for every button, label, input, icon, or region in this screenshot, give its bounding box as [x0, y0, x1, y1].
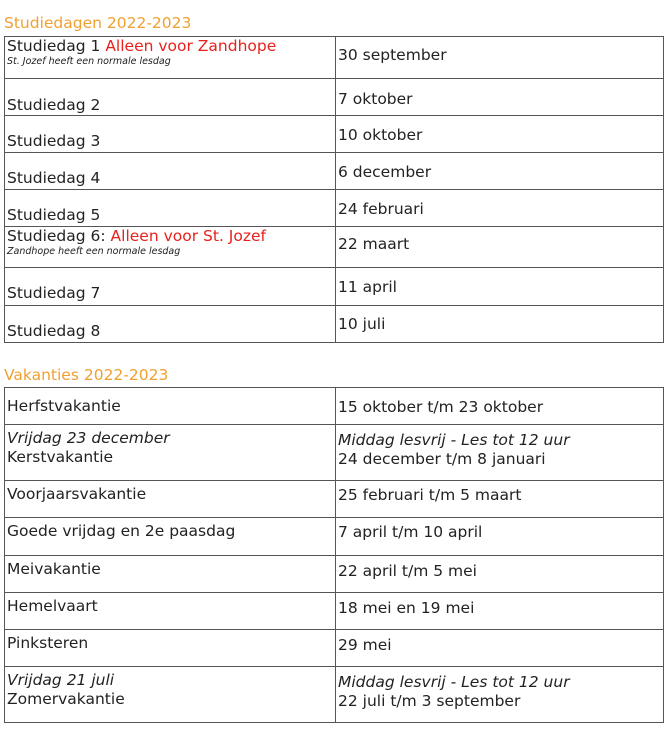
vakantie-italic-label: Vrijdag 21 juli	[7, 671, 115, 689]
vakantie-date: 22 april t/m 5 mei	[338, 562, 477, 580]
vakantie-label: Herfstvakantie	[7, 397, 121, 415]
highlight-text: Alleen voor St. Jozef	[110, 227, 266, 245]
table-row	[5, 153, 664, 190]
vakantie-italic-label: Vrijdag 23 december	[7, 429, 170, 447]
row-label-cell	[5, 388, 336, 425]
row-label-cell	[5, 37, 336, 79]
studiedag-label: Studiedag 8	[7, 322, 101, 340]
table-row	[5, 190, 664, 227]
table-row	[5, 425, 664, 481]
table-row	[5, 268, 664, 306]
vakantie-note-italic: Middag lesvrij	[338, 431, 446, 449]
row-date-cell	[336, 667, 664, 723]
studiedag-date: 22 maart	[338, 235, 410, 253]
studiedag-date: 10 oktober	[338, 126, 423, 144]
vakantie-date: 18 mei en 19 mei	[338, 599, 475, 617]
row-date-cell	[336, 306, 664, 343]
row-date-cell	[336, 116, 664, 153]
table-row	[5, 116, 664, 153]
studiedag-date: 6 december	[338, 163, 432, 181]
vakanties-table	[4, 387, 664, 723]
studiedagen-title: Studiedagen 2022-2023	[4, 14, 192, 32]
row-note: St. Jozef heeft een normale lesdag	[7, 56, 171, 67]
table-row	[5, 630, 664, 667]
table-row	[5, 306, 664, 343]
row-date-cell	[336, 630, 664, 667]
row-label-cell	[5, 667, 336, 723]
table-row	[5, 593, 664, 630]
studiedag-label: Studiedag 5	[7, 206, 101, 224]
table-row	[5, 37, 664, 79]
vakantie-label: Zomervakantie	[7, 690, 125, 708]
vakantie-note-separator: -	[445, 673, 462, 691]
vakantie-label: Voorjaarsvakantie	[7, 485, 147, 503]
row-label-cell	[5, 79, 336, 116]
studiedag-date: 24 februari	[338, 200, 424, 218]
studiedag-date: 10 juli	[338, 315, 386, 333]
studiedag-label: Studiedag 1	[7, 37, 101, 55]
vakantie-label: Hemelvaart	[7, 597, 98, 615]
vakantie-date: 15 oktober t/m 23 oktober	[338, 398, 544, 416]
row-date-cell	[336, 481, 664, 518]
highlight-text: Alleen voor Zandhope	[105, 37, 277, 55]
row-date-cell	[336, 37, 664, 79]
row-label-cell	[5, 556, 336, 593]
vakantie-date: 25 februari t/m 5 maart	[338, 486, 522, 504]
studiedagen-table	[4, 36, 664, 343]
studiedag-date: 30 september	[338, 46, 447, 64]
row-label-cell	[5, 116, 336, 153]
vakantie-label: Pinksteren	[7, 634, 89, 652]
table-row	[5, 518, 664, 556]
studiedag-label: Studiedag 6:	[7, 227, 106, 245]
vakantie-note-italic: Middag lesvrij	[338, 673, 446, 691]
row-date-cell	[336, 425, 664, 481]
vakantie-label: Meivakantie	[7, 560, 101, 578]
row-label-cell	[5, 227, 336, 268]
row-date-cell	[336, 153, 664, 190]
vakantie-date: 29 mei	[338, 636, 392, 654]
studiedag-label: Studiedag 2	[7, 96, 101, 114]
vakantie-label: Goede vrijdag en 2e paasdag	[7, 522, 236, 540]
vakantie-date: 7 april t/m 10 april	[338, 523, 483, 541]
row-date-cell	[336, 268, 664, 306]
row-label-cell	[5, 306, 336, 343]
vakantie-date: 24 december t/m 8 januari	[338, 450, 546, 468]
studiedag-date: 11 april	[338, 278, 397, 296]
row-label-cell	[5, 481, 336, 518]
table-row	[5, 667, 664, 723]
row-label-cell	[5, 153, 336, 190]
row-label-cell	[5, 190, 336, 227]
table-row	[5, 556, 664, 593]
row-label-cell	[5, 518, 336, 556]
row-date-cell	[336, 518, 664, 556]
row-date-cell	[336, 227, 664, 268]
vakantie-note-italic-2: Les tot 12 uur	[461, 431, 570, 449]
vakanties-title: Vakanties 2022-2023	[4, 366, 169, 384]
row-label-cell	[5, 425, 336, 481]
row-label-cell	[5, 268, 336, 306]
studiedag-label: Studiedag 7	[7, 284, 101, 302]
row-date-cell	[336, 388, 664, 425]
table-row	[5, 79, 664, 116]
table-row	[5, 227, 664, 268]
studiedag-label: Studiedag 4	[7, 169, 101, 187]
row-date-cell	[336, 556, 664, 593]
row-label-cell	[5, 630, 336, 667]
row-label-cell	[5, 593, 336, 630]
row-date-cell	[336, 190, 664, 227]
vakantie-date: 22 juli t/m 3 september	[338, 692, 521, 710]
vakantie-note-separator: -	[445, 431, 462, 449]
row-note: Zandhope heeft een normale lesdag	[7, 246, 181, 257]
studiedag-label: Studiedag 3	[7, 132, 101, 150]
studiedag-date: 7 oktober	[338, 90, 413, 108]
table-row	[5, 481, 664, 518]
vakantie-note-italic-2: Les tot 12 uur	[461, 673, 570, 691]
row-date-cell	[336, 593, 664, 630]
row-date-cell	[336, 79, 664, 116]
vakantie-label: Kerstvakantie	[7, 448, 114, 466]
table-row	[5, 388, 664, 425]
